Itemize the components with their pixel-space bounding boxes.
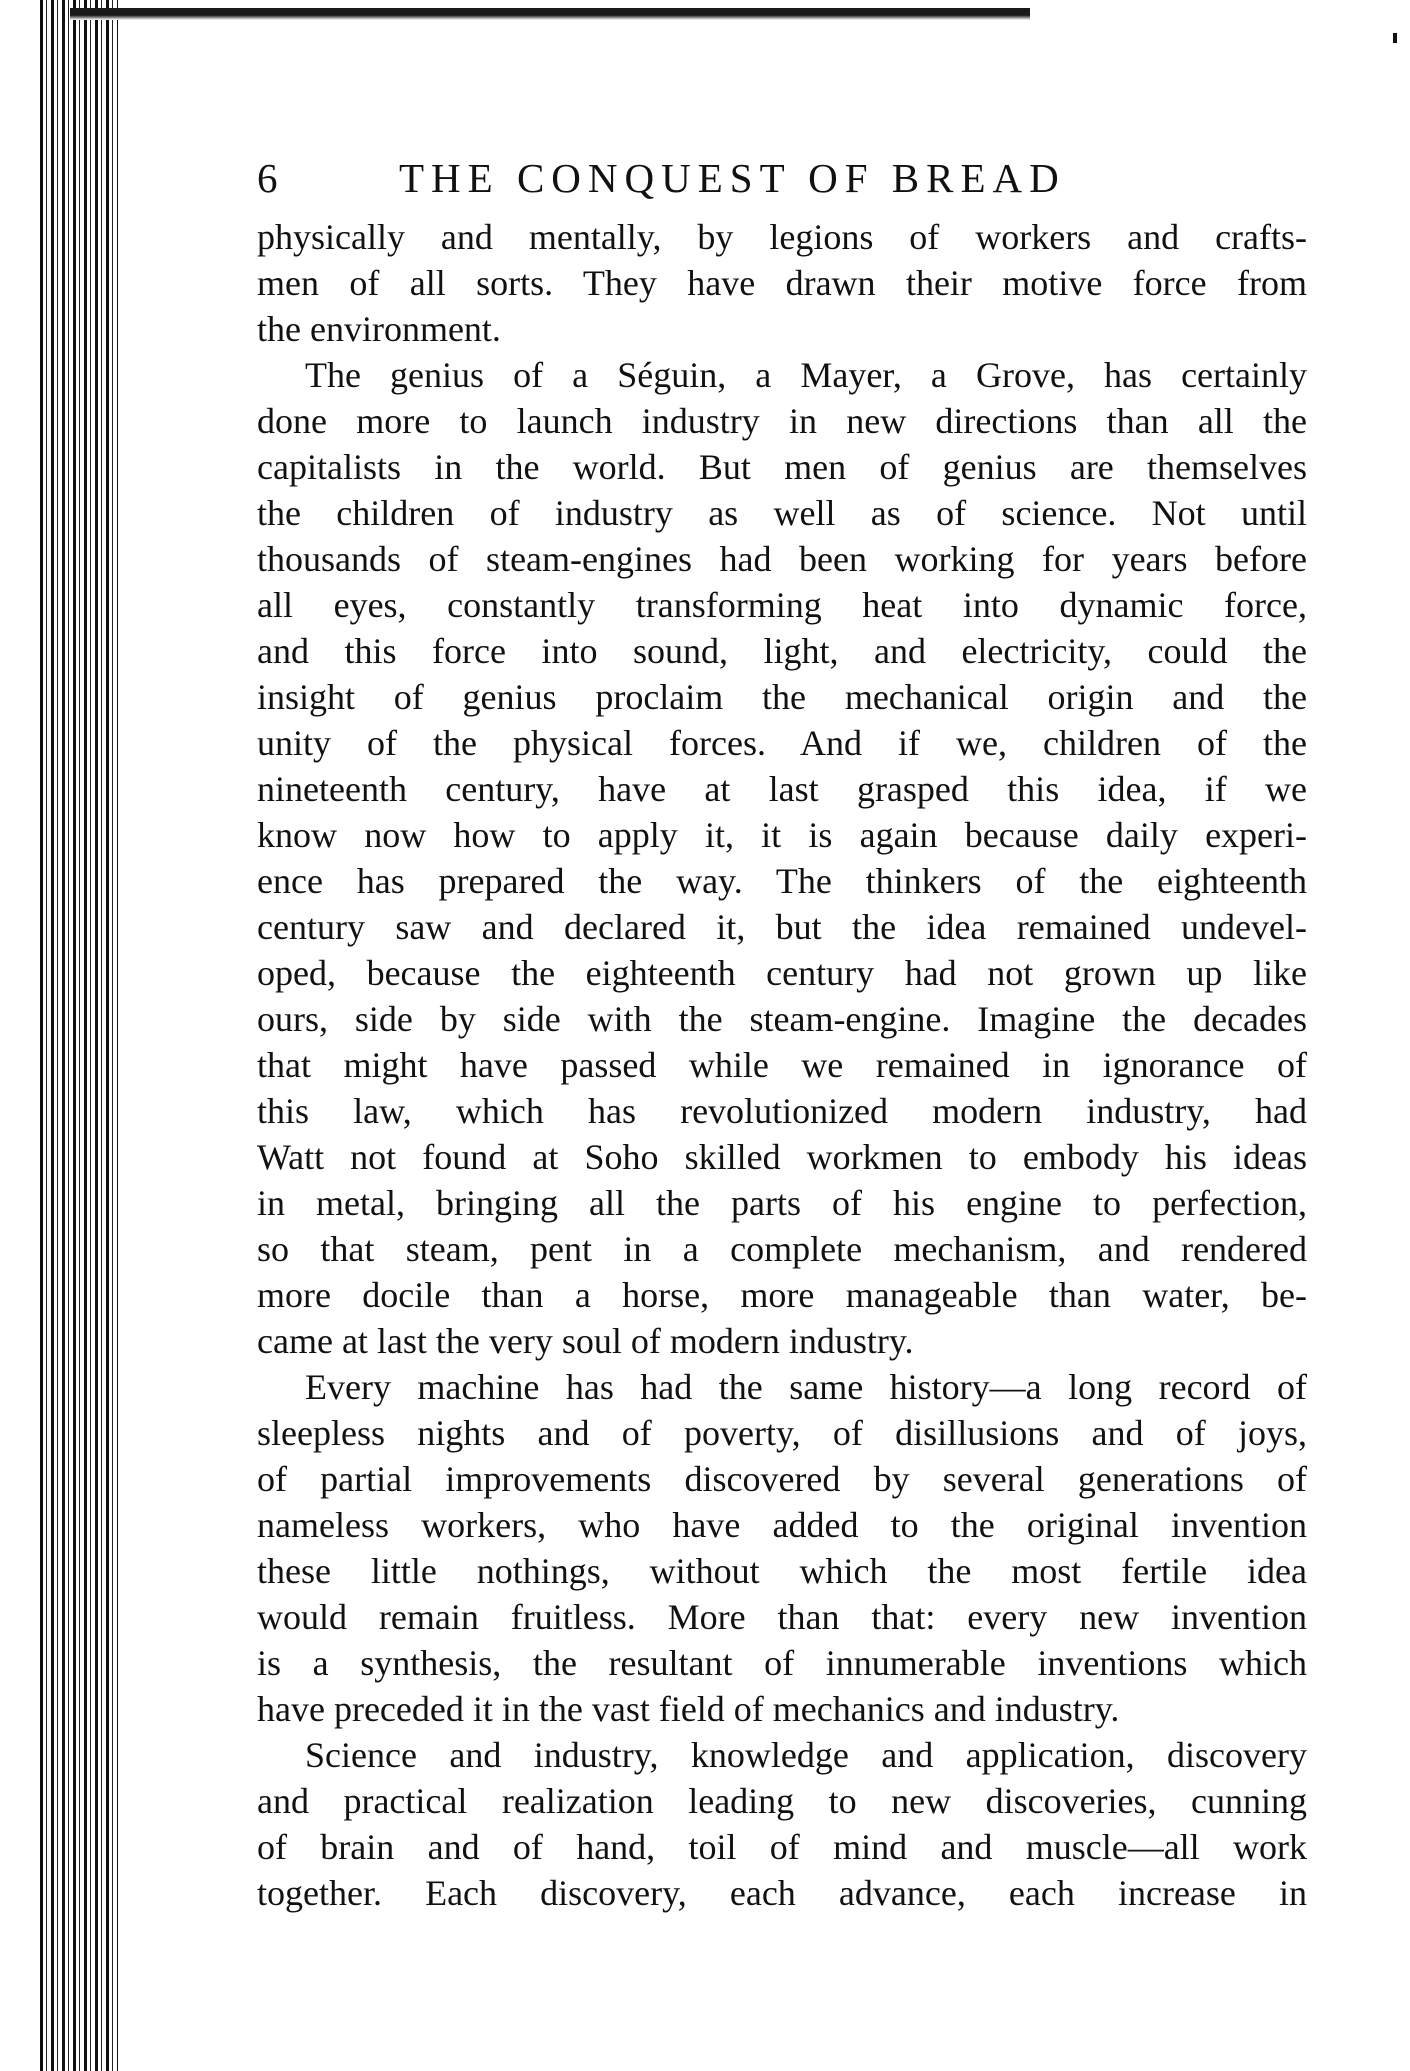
text-line: would remain fruitless. More than that: every new invention xyxy=(257,1597,1307,1637)
text-line: together. Each discovery, each advance, each increase in xyxy=(257,1873,1307,1913)
body-text xyxy=(257,214,1307,1916)
text-line: The genius of a Séguin, a Mayer, a Grove, has certainly xyxy=(305,355,1307,395)
text-line: all eyes, constantly transforming heat into dynamic force, xyxy=(257,585,1307,625)
text-line: and practical realization leading to new discoveries, cunning xyxy=(257,1781,1307,1821)
text-line: men of all sorts. They have drawn their motive force from xyxy=(257,263,1307,303)
page-top-edge xyxy=(70,8,1030,20)
text-line: physically and mentally, by legions of workers and crafts- xyxy=(257,217,1307,257)
text-line: of brain and of hand, toil of mind and muscle—all work xyxy=(257,1827,1307,1867)
text-line: insight of genius proclaim the mechanical origin and the xyxy=(257,677,1307,717)
page-number: 6 xyxy=(257,155,278,201)
text-line: Watt not found at Soho skilled workmen to embody his ideas xyxy=(257,1137,1307,1177)
text-line: sleepless nights and of poverty, of disillusions and of joys, xyxy=(257,1413,1307,1453)
running-header xyxy=(257,148,1157,208)
text-line: this law, which has revolutionized modern industry, had xyxy=(257,1091,1307,1131)
text-line: thousands of steam-engines had been working for years before xyxy=(257,539,1307,579)
text-line: century saw and declared it, but the idea remained undevel- xyxy=(257,907,1307,947)
text-line: the environment. xyxy=(257,309,501,349)
running-title: THE CONQUEST OF BREAD xyxy=(399,155,1066,201)
text-line: Every machine has had the same history—a long record of xyxy=(305,1367,1307,1407)
text-line: oped, because the eighteenth century had not grown up like xyxy=(257,953,1307,993)
text-line: and this force into sound, light, and electricity, could the xyxy=(257,631,1307,671)
text-line: nameless workers, who have added to the original invention xyxy=(257,1505,1307,1545)
text-line: know now how to apply it, it is again because daily experi- xyxy=(257,815,1307,855)
text-line: done more to launch industry in new directions than all the xyxy=(257,401,1307,441)
scan-speck xyxy=(1393,33,1397,43)
text-line: ence has prepared the way. The thinkers of the eighteenth xyxy=(257,861,1307,901)
text-line: capitalists in the world. But men of genius are themselves xyxy=(257,447,1307,487)
book-binding-edge xyxy=(40,0,118,2071)
text-line: came at last the very soul of modern industry. xyxy=(257,1321,914,1361)
text-line: more docile than a horse, more manageable than water, be- xyxy=(257,1275,1307,1315)
text-line: in metal, bringing all the parts of his engine to perfection, xyxy=(257,1183,1307,1223)
text-line: these little nothings, without which the most fertile idea xyxy=(257,1551,1307,1591)
text-line: is a synthesis, the resultant of innumerable inventions which xyxy=(257,1643,1307,1683)
text-line: have preceded it in the vast field of mechanics and industry. xyxy=(257,1689,1120,1729)
text-line: Science and industry, knowledge and application, discovery xyxy=(305,1735,1307,1775)
text-line: nineteenth century, have at last grasped this idea, if we xyxy=(257,769,1307,809)
text-line: so that steam, pent in a complete mechanism, and rendered xyxy=(257,1229,1307,1269)
text-line: ours, side by side with the steam-engine. Imagine the decades xyxy=(257,999,1307,1039)
text-line: of partial improvements discovered by several generations of xyxy=(257,1459,1307,1499)
text-line: unity of the physical forces. And if we, children of the xyxy=(257,723,1307,763)
text-line: that might have passed while we remained in ignorance of xyxy=(257,1045,1307,1085)
text-line: the children of industry as well as of science. Not until xyxy=(257,493,1307,533)
